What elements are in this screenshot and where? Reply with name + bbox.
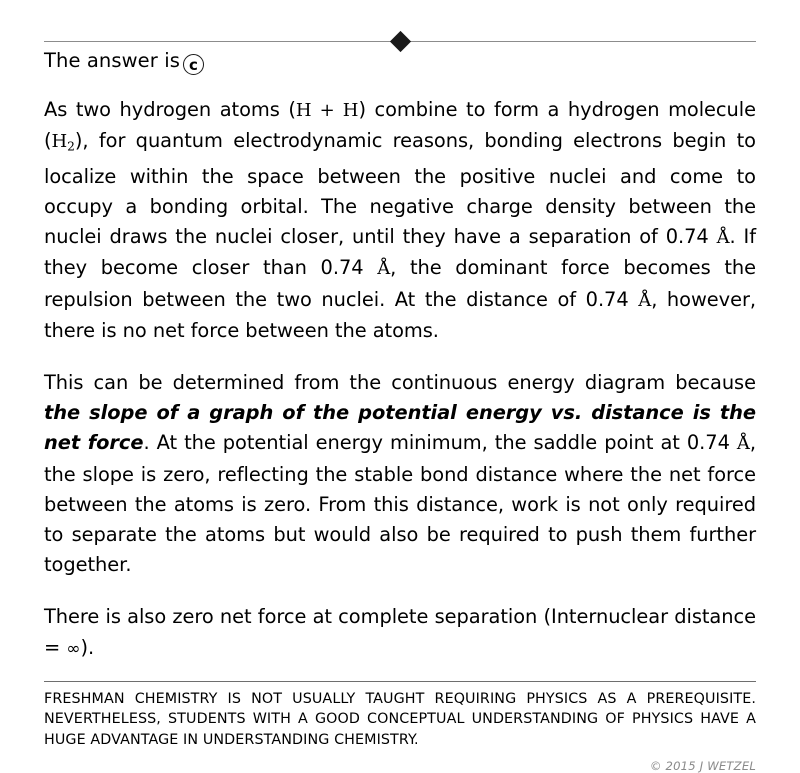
p3-segment-2: ).: [80, 635, 95, 659]
infinity-symbol-icon: ∞: [66, 638, 81, 659]
p3-segment-1: There is also zero net force at complete separation (Internuclear distance =: [44, 605, 756, 659]
p1-segment-4: . If they become closer than 0.74: [44, 225, 756, 280]
p1-segment-6: , however, there is no net force between the atoms.: [44, 287, 757, 342]
answer-prefix-label: The answer is: [44, 49, 180, 72]
p1-angstrom-icon-2: Å: [377, 258, 391, 280]
p1-formula-h2-subscript: 2: [67, 139, 75, 154]
paragraph-2: [44, 368, 756, 580]
paragraph-1: [44, 95, 756, 346]
p1-segment-3: ), for quantum electrodynamic reasons, bonding electrons begin to localize within the space between the positive nuclei and come to occupy a bonding orbital. The negative charge density between the nuclei draws the nuclei closer, until they have a separation of 0.74: [44, 129, 756, 249]
p2-angstrom-icon-1: Å: [736, 433, 750, 455]
explanation-body: [44, 95, 756, 664]
p2-emphasis-phrase: the slope of a graph of the potential energy vs. distance is the net force: [44, 401, 756, 455]
footer-divider-rule: [44, 681, 756, 682]
p1-formula-h2: [52, 131, 75, 152]
p1-segment-2: ) combine to form a hydrogen molecule (: [44, 98, 757, 153]
p1-formula-h-plus-h: H + H: [295, 100, 359, 121]
p1-segment-1: As two hydrogen atoms (: [44, 98, 296, 121]
p2-segment-2: . At the potential energy minimum, the saddle point at 0.74: [143, 431, 737, 455]
answer-choice-badge: c: [183, 54, 204, 75]
p1-angstrom-icon-3: Å: [638, 289, 652, 311]
paragraph-3: [44, 602, 756, 663]
header-divider-group: [44, 0, 756, 44]
p1-formula-h2-element: H: [51, 131, 68, 153]
p1-segment-5: , the dominant force becomes the repulsion between the two nuclei. At the distance of 0.74: [44, 256, 756, 311]
p1-angstrom-icon-1: Å: [716, 227, 730, 249]
footnote-text: FRESHMAN CHEMISTRY IS NOT USUALLY TAUGHT REQUIRING PHYSICS AS A PREREQUISITE. NEVERTHELESS, STUDENTS WITH A GOOD CONCEPTUAL UNDERSTANDING OF PHYSICS HAVE A HUGE ADVANTAGE IN UNDERSTANDING CHEMISTRY.: [44, 690, 756, 748]
p2-segment-3: , the slope is zero, reflecting the stable bond distance where the net force between the atoms is zero. From this distance, work is not only required to separate the atoms but would also be required to push them further together.: [44, 431, 756, 577]
copyright-notice: © 2015 J WETZEL: [649, 759, 756, 773]
p2-segment-1: This can be determined from the continuous energy diagram because: [44, 371, 756, 395]
